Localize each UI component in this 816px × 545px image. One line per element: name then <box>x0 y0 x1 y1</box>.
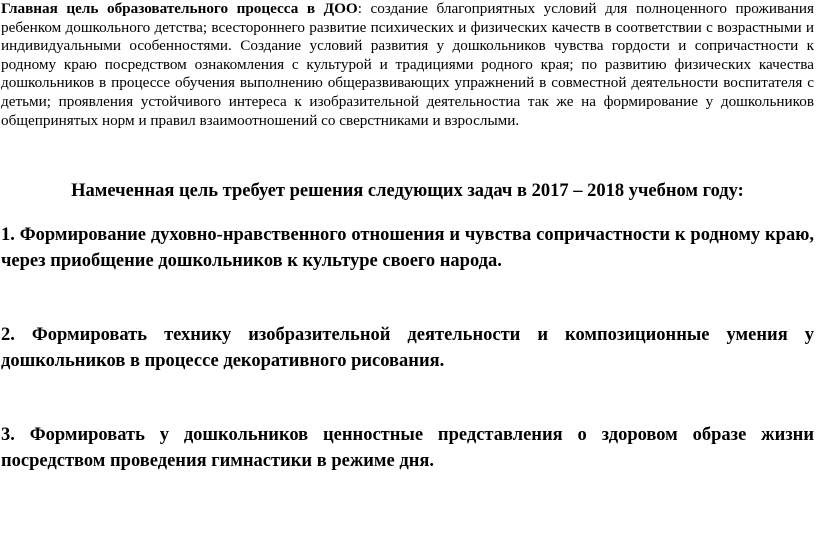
task-item-1: 1. Формирование духовно-нравственного отношения и чувства сопричастности к родному краю, через приобщение дошкольников к культуре своего народа. <box>1 225 814 272</box>
intro-lead: Главная цель образовательного процесса в ДОО <box>1 0 358 17</box>
tasks-heading: Намеченная цель требует решения следующих задач в 2017 – 2018 учебном году: <box>71 181 744 202</box>
task-item-3: 3. Формировать у дошкольников ценностные представления о здоровом образе жизни посредством проведения гимнастики в режиме дня. <box>1 425 814 472</box>
task-item-2: 2. Формировать технику изобразительной деятельности и композиционные умения у дошкольников в процессе декоративного рисования. <box>1 325 814 372</box>
intro-text: : создание благоприятных условий для полноценного проживания ребенком дошкольного детства; всестороннего развитие психических и физических качеств в соответствии с возрастными и индивидуальными особенностями. Создание условий развития у дошкольников чувства гордости и сопричастности к родному краю посредством ознакомления с культурой и традициями родного края; по развитию физических качества дошкольников в процессе обучения выполнению общеразвивающих упражнений в совместной деятельности воспитателя с детьми; проявления устойчивого интереса к изобразительной деятельностиа так же на формирование у дошкольников общепринятых норм и правил взаимоотношений со сверстниками и взрослыми. <box>1 0 814 129</box>
intro-paragraph <box>1 0 814 130</box>
